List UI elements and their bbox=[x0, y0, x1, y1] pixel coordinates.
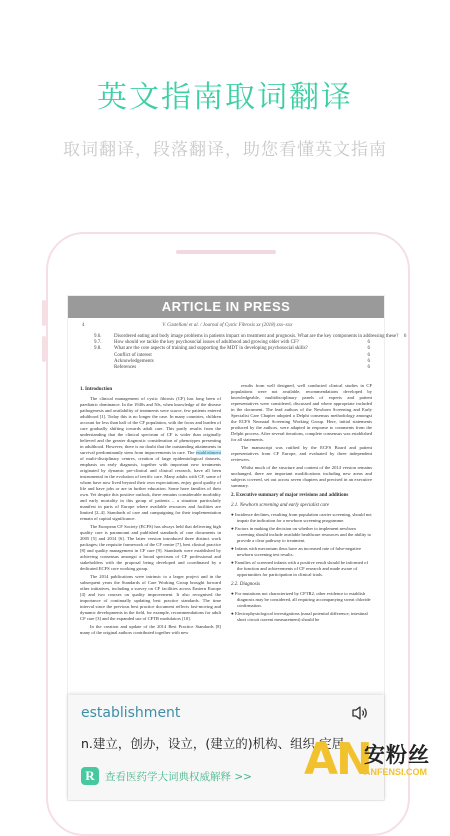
headline: 英文指南取词翻译 bbox=[97, 80, 353, 115]
bullet-icon: ● bbox=[231, 591, 235, 597]
popup-definition: n.建立，创办，设立，(建立的)机构、组织,定居 bbox=[81, 736, 345, 751]
section-heading: 1. Introduction bbox=[80, 387, 113, 393]
page-number: 4 bbox=[82, 323, 85, 328]
toc-page: 6 bbox=[367, 358, 370, 364]
paragraph[interactable]: In the creation and update of the 2014 Best Practice Standards [8] many of the original authors contributed together with new bbox=[80, 624, 221, 636]
bullet-item[interactable]: ● Infants with meconium ileus have an increased rate of false-negative newborn screening test results. bbox=[231, 546, 362, 558]
bullet-icon: ● bbox=[231, 512, 235, 518]
selected-word[interactable]: establishment bbox=[195, 450, 221, 456]
subheadline: 取词翻译，段落翻译，助您看懂英文指南 bbox=[63, 140, 387, 160]
watermark-logo: AN bbox=[304, 734, 371, 785]
article-banner: ARTICLE IN PRESS bbox=[68, 296, 384, 318]
bullet-item[interactable]: ● Families of screened infants with a positive result should be informed of the function and achievements of CF research and made aware of opportunities for participation in clinical trials. bbox=[231, 560, 368, 578]
speaker-icon[interactable] bbox=[351, 705, 369, 721]
toc-text: Disordered eating and body image problems in patients impact on treatment and prognosis. What are the key components in addressing these? bbox=[114, 334, 399, 339]
toc-page: 6 bbox=[367, 346, 370, 352]
bullet-item[interactable]: ● Incidence declines, resulting from population carrier screening, should not impair the indication for a newborn screening programme. bbox=[231, 512, 372, 524]
toc-text: What are the core aspects of training and supporting the MDT in developing psychosocial skills? bbox=[114, 346, 308, 352]
section-heading: 2. Executive summary of major revisions and additions bbox=[231, 493, 349, 499]
toc-text: Conflict of interest bbox=[114, 352, 152, 358]
bullet-item[interactable]: ● Factors in making the decision on whether to implement newborn screening should include available healthcare resources and the ability to provide a clear pathway to treatment. bbox=[231, 526, 372, 544]
watermark bbox=[304, 735, 444, 790]
phone-side-button bbox=[42, 300, 46, 326]
subsection-heading: 2.2. Diagnosis bbox=[231, 582, 261, 588]
bullet-icon: ● bbox=[231, 560, 235, 566]
journal-citation: V. Castellani et al. / Journal of Cystic Fibrosis xx (2018) xxx–xxx bbox=[162, 323, 293, 328]
left-column bbox=[80, 383, 221, 638]
dictionary-logo-icon: R bbox=[81, 767, 99, 785]
phone-side-button bbox=[42, 336, 46, 362]
paragraph[interactable]: The 2014 publications were intrinsic to a larger project and in the subsequent years the Standards of Care Working Group brought forward other initiatives, including a survey on CF facilities across Eastern Europe [4] and two courses on quality improvement. It also recognised the importance of continually updating best practice standards. The time interval since the previous best practice document reflects fast-moving and dynamic developments in the field, for example, recommendations for adult CF care [3] and the expanded use of CFTR modulators [10]. bbox=[80, 574, 221, 622]
watermark-site-name: 安粉丝 bbox=[364, 743, 430, 767]
toc-page: 6 bbox=[367, 340, 370, 346]
bullet-icon: ● bbox=[231, 546, 235, 552]
dictionary-link[interactable] bbox=[81, 767, 252, 785]
toc-num: 9.8. bbox=[94, 346, 102, 352]
dictionary-link-label: 查看医药学大词典权威解释 >> bbox=[105, 770, 252, 783]
toc-text: References bbox=[114, 365, 137, 371]
toc-page: 6 bbox=[403, 334, 407, 339]
toc-page: 6 bbox=[367, 352, 370, 358]
toc-text: Acknowledgements bbox=[114, 358, 154, 364]
right-column bbox=[231, 383, 372, 638]
bullet-item[interactable]: ● For mutations not characterized by CFTR2, other evidence to establish diagnosis may be considered, all requiring accompanying sweat chloride confirmation. bbox=[231, 591, 371, 609]
bullet-icon: ● bbox=[231, 526, 235, 532]
bullet-icon: ● bbox=[231, 611, 235, 617]
toc-num: 9.6. bbox=[94, 334, 102, 339]
subsection-heading: 2.1. Newborn screening and early specialist care bbox=[231, 503, 329, 509]
table-of-contents bbox=[68, 328, 407, 371]
paragraph[interactable]: The European CF Society (ECFS) has always held that delivering high quality care is paramount and published standards of care documents in 2005 [5] and 2014 [6]. The latter version introduced three distinct work packages; the requisite framework of the CF centre [7], best clinical practice [8] and quality management in CF care [9]. Standards were established by achieving consensus amongst a broad spectrum of CF professional and stakeholders with the proposal being developed and coordinated by a dedicated ECFS core working group. bbox=[80, 524, 221, 572]
running-head bbox=[68, 318, 384, 328]
bullet-item[interactable]: ● Electrophysiological investigations (nasal potential difference, intestinal short circuit current measurement) should be bbox=[231, 611, 368, 623]
phone-speaker bbox=[176, 250, 276, 254]
watermark-url: ANFENSI.COM bbox=[364, 767, 427, 777]
toc-text: How should we tackle the key psychosocial issues of adulthood and growing older with CF? bbox=[114, 340, 299, 346]
paragraph[interactable]: results from well designed, well conducted clinical studies in CF populations were not available, recommendations developed by knowledgeable, multidisciplinary panels of experts and patient representatives were considered, discussed and where appropriate included in the document. The lead authors of the Newborn Screening and Early Specialist Care Chapter adopted a Delphi consensus methodology amongst the ECFS Neonatal Screening Working Group. Here, initial statements produced by the authors, were adapted in response to comments from the Delphi process. After several iterations, complete consensus was established for all statements. bbox=[231, 383, 372, 443]
popup-word: establishment bbox=[81, 705, 181, 721]
toc-num bbox=[82, 365, 114, 371]
toc-page: 6 bbox=[367, 365, 370, 371]
toc-num: 9.7. bbox=[94, 340, 102, 346]
paragraph[interactable]: The clinical management of cystic fibrosis (CF) has long been of paediatric dominance. In the 1940s and 50s, when knowledge of the disease pathogenesis and availability of treatments were scarce, few patients entered adulthood [1]. Today this is no longer the case. In many countries, children account for less than half of the CF population, with the focus and burden of care gradually shifting towards adult care. This partly results from the understanding that the clinical spectrum of CF is wider than originally believed and the greater diagnostic consideration of phenotypes presenting in adulthood. However, there is no doubt that the outstanding attainments in survival predominantly stem from improvements in care. The establishment of multi-disciplinary centres, creation of large epidemiological datasets, emphasis on early diagnosis, together with important new treatments originated by dynamic pre-clinical and clinical research, have all been instrumental in the evolution of terrific care. Many adults with CF, some of whom have now lived beyond their own expectations, enjoy good quality of life and have jobs or are in further education. Some have families of their own. Yet despite this positive outlook, there remains considerable morbidity and early mortality in this group of patients – a situation particularly manifest in parts of Europe where available resources and facilities are limited [2–4]. Standards of care and campaigning for their implementation remain of capital significance. bbox=[80, 396, 221, 522]
paragraph[interactable]: The manuscript was ratified by the ECFS Board and patient representatives from CF Europe, and evaluated by three independent reviewers. bbox=[231, 445, 372, 463]
toc-row[interactable] bbox=[82, 365, 370, 371]
paragraph[interactable]: Whilst much of the structure and content of the 2014 version remains unchanged, there are important modifications including new areas and subjects covered, set out across seven chapters and precised in an executive summary. bbox=[231, 465, 372, 489]
